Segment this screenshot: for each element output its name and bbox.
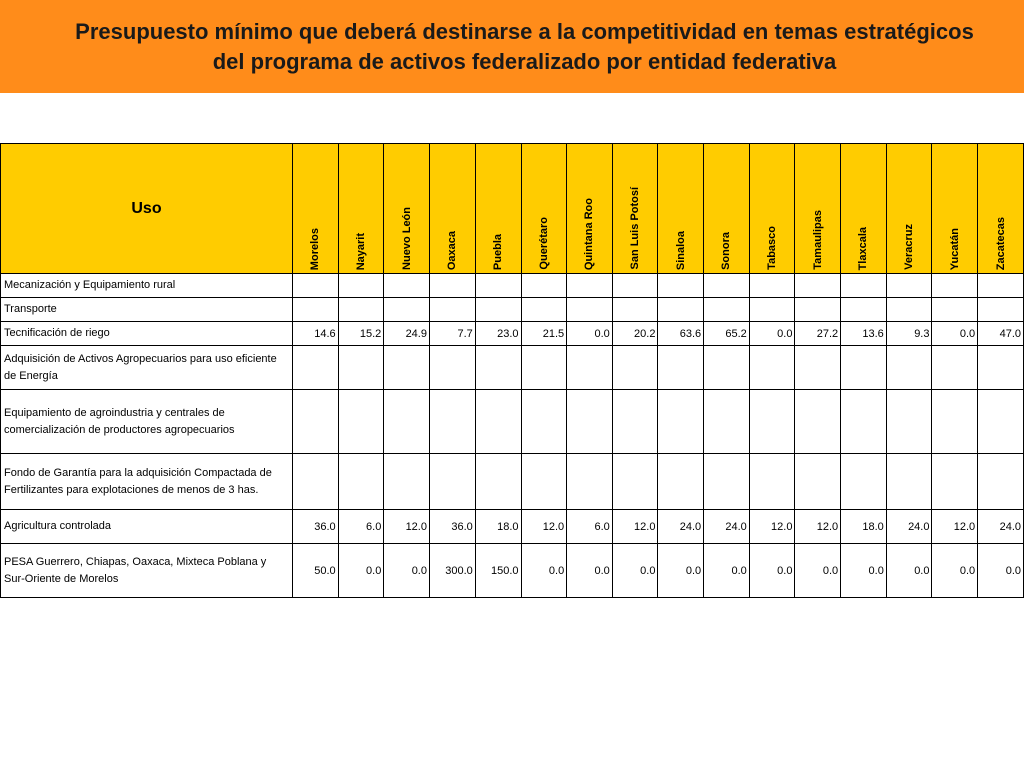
value-cell: 0.0 bbox=[567, 322, 613, 346]
value-cell: 300.0 bbox=[429, 544, 475, 598]
state-header bbox=[521, 144, 567, 274]
value-cell: 24.9 bbox=[384, 322, 430, 346]
value-cell: 0.0 bbox=[338, 544, 384, 598]
value-cell bbox=[795, 298, 841, 322]
value-cell bbox=[521, 274, 567, 298]
value-cell bbox=[612, 298, 658, 322]
value-cell bbox=[978, 274, 1024, 298]
value-cell: 0.0 bbox=[795, 544, 841, 598]
header-row bbox=[1, 144, 1024, 274]
value-cell bbox=[886, 274, 932, 298]
value-cell bbox=[338, 454, 384, 510]
row-label: Agricultura controlada bbox=[1, 510, 293, 544]
value-cell bbox=[658, 346, 704, 390]
value-cell bbox=[338, 274, 384, 298]
value-cell bbox=[475, 346, 521, 390]
state-header-label: Quintana Roo bbox=[583, 197, 596, 270]
value-cell: 7.7 bbox=[429, 322, 475, 346]
state-header bbox=[384, 144, 430, 274]
value-cell bbox=[886, 454, 932, 510]
value-cell: 36.0 bbox=[292, 510, 338, 544]
value-cell bbox=[978, 390, 1024, 454]
value-cell: 0.0 bbox=[704, 544, 750, 598]
value-cell: 0.0 bbox=[612, 544, 658, 598]
value-cell: 18.0 bbox=[475, 510, 521, 544]
state-header-label: Yucatán bbox=[948, 227, 961, 270]
value-cell bbox=[475, 454, 521, 510]
value-cell bbox=[795, 274, 841, 298]
state-header-label: Puebla bbox=[492, 233, 505, 270]
value-cell bbox=[704, 298, 750, 322]
table-row bbox=[1, 346, 1024, 390]
state-header bbox=[704, 144, 750, 274]
row-label: Adquisición de Activos Agropecuarios para uso eficiente de Energía bbox=[1, 346, 293, 390]
value-cell bbox=[521, 390, 567, 454]
value-cell bbox=[749, 298, 795, 322]
value-cell bbox=[704, 454, 750, 510]
table-row bbox=[1, 274, 1024, 298]
table-body bbox=[1, 274, 1024, 598]
value-cell bbox=[338, 298, 384, 322]
value-cell bbox=[841, 274, 887, 298]
title-banner bbox=[0, 0, 1024, 93]
value-cell: 24.0 bbox=[886, 510, 932, 544]
value-cell bbox=[612, 454, 658, 510]
value-cell: 150.0 bbox=[475, 544, 521, 598]
state-header-label: Nayarit bbox=[354, 232, 367, 270]
uso-header: Uso bbox=[1, 144, 293, 274]
value-cell bbox=[749, 274, 795, 298]
value-cell bbox=[841, 390, 887, 454]
value-cell bbox=[658, 390, 704, 454]
value-cell bbox=[978, 298, 1024, 322]
value-cell bbox=[612, 274, 658, 298]
row-label: Transporte bbox=[1, 298, 293, 322]
value-cell bbox=[658, 454, 704, 510]
value-cell: 24.0 bbox=[658, 510, 704, 544]
table-row bbox=[1, 322, 1024, 346]
table-row bbox=[1, 544, 1024, 598]
value-cell bbox=[841, 346, 887, 390]
value-cell: 0.0 bbox=[932, 322, 978, 346]
value-cell: 47.0 bbox=[978, 322, 1024, 346]
value-cell bbox=[567, 298, 613, 322]
value-cell: 20.2 bbox=[612, 322, 658, 346]
value-cell bbox=[567, 390, 613, 454]
value-cell bbox=[338, 346, 384, 390]
value-cell: 12.0 bbox=[932, 510, 978, 544]
table-row bbox=[1, 390, 1024, 454]
value-cell bbox=[429, 346, 475, 390]
state-header-label: Veracruz bbox=[903, 224, 916, 270]
value-cell bbox=[749, 390, 795, 454]
value-cell: 27.2 bbox=[795, 322, 841, 346]
value-cell: 65.2 bbox=[704, 322, 750, 346]
value-cell bbox=[749, 454, 795, 510]
value-cell: 0.0 bbox=[567, 544, 613, 598]
value-cell: 0.0 bbox=[749, 544, 795, 598]
value-cell bbox=[841, 298, 887, 322]
value-cell: 12.0 bbox=[521, 510, 567, 544]
state-header bbox=[612, 144, 658, 274]
value-cell bbox=[521, 454, 567, 510]
state-header bbox=[795, 144, 841, 274]
value-cell: 0.0 bbox=[521, 544, 567, 598]
value-cell: 15.2 bbox=[338, 322, 384, 346]
value-cell bbox=[704, 390, 750, 454]
value-cell: 12.0 bbox=[612, 510, 658, 544]
value-cell: 0.0 bbox=[841, 544, 887, 598]
value-cell: 0.0 bbox=[932, 544, 978, 598]
state-header bbox=[749, 144, 795, 274]
table-row bbox=[1, 510, 1024, 544]
value-cell bbox=[475, 390, 521, 454]
value-cell bbox=[429, 390, 475, 454]
row-label: Mecanización y Equipamiento rural bbox=[1, 274, 293, 298]
state-header-label: Tamaulipas bbox=[811, 210, 824, 270]
table-row bbox=[1, 298, 1024, 322]
value-cell: 24.0 bbox=[704, 510, 750, 544]
value-cell bbox=[932, 346, 978, 390]
value-cell: 0.0 bbox=[658, 544, 704, 598]
state-header bbox=[429, 144, 475, 274]
state-header-label: Nuevo León bbox=[400, 207, 413, 270]
value-cell bbox=[612, 390, 658, 454]
value-cell bbox=[612, 346, 658, 390]
value-cell: 13.6 bbox=[841, 322, 887, 346]
value-cell: 0.0 bbox=[978, 544, 1024, 598]
state-header-label: Tabasco bbox=[766, 226, 779, 270]
state-header bbox=[978, 144, 1024, 274]
row-label: PESA Guerrero, Chiapas, Oaxaca, Mixteca Poblana y Sur-Oriente de Morelos bbox=[1, 544, 293, 598]
value-cell: 14.6 bbox=[292, 322, 338, 346]
row-label: Fondo de Garantía para la adquisición Compactada de Fertilizantes para explotaciones de menos de 3 has. bbox=[1, 454, 293, 510]
value-cell bbox=[292, 454, 338, 510]
page-title: Presupuesto mínimo que deberá destinarse a la competitividad en temas estratégicos del programa de activos federalizado por entidad federativa bbox=[75, 19, 974, 74]
value-cell bbox=[338, 390, 384, 454]
value-cell: 6.0 bbox=[567, 510, 613, 544]
state-header-label: Tlaxcala bbox=[857, 226, 870, 270]
value-cell: 12.0 bbox=[384, 510, 430, 544]
value-cell bbox=[429, 454, 475, 510]
value-cell: 9.3 bbox=[886, 322, 932, 346]
value-cell bbox=[292, 346, 338, 390]
value-cell bbox=[429, 274, 475, 298]
state-header bbox=[338, 144, 384, 274]
state-header bbox=[658, 144, 704, 274]
value-cell: 12.0 bbox=[749, 510, 795, 544]
value-cell bbox=[704, 346, 750, 390]
value-cell: 6.0 bbox=[338, 510, 384, 544]
value-cell bbox=[567, 454, 613, 510]
value-cell: 24.0 bbox=[978, 510, 1024, 544]
value-cell bbox=[292, 390, 338, 454]
value-cell bbox=[384, 346, 430, 390]
value-cell: 0.0 bbox=[886, 544, 932, 598]
state-header-label: Morelos bbox=[309, 227, 322, 270]
table-row bbox=[1, 454, 1024, 510]
state-header-label: Sinaloa bbox=[674, 230, 687, 270]
value-cell bbox=[384, 390, 430, 454]
value-cell bbox=[932, 390, 978, 454]
value-cell: 63.6 bbox=[658, 322, 704, 346]
value-cell bbox=[886, 390, 932, 454]
value-cell bbox=[932, 454, 978, 510]
value-cell bbox=[384, 274, 430, 298]
value-cell bbox=[475, 274, 521, 298]
value-cell: 0.0 bbox=[749, 322, 795, 346]
state-header bbox=[932, 144, 978, 274]
value-cell bbox=[978, 454, 1024, 510]
value-cell bbox=[292, 298, 338, 322]
value-cell bbox=[795, 454, 841, 510]
value-cell bbox=[475, 298, 521, 322]
row-label: Equipamiento de agroindustria y centrales de comercialización de productores agropecuarios bbox=[1, 390, 293, 454]
value-cell: 50.0 bbox=[292, 544, 338, 598]
value-cell bbox=[795, 346, 841, 390]
value-cell bbox=[292, 274, 338, 298]
value-cell: 18.0 bbox=[841, 510, 887, 544]
value-cell bbox=[795, 390, 841, 454]
value-cell bbox=[521, 346, 567, 390]
value-cell bbox=[429, 298, 475, 322]
value-cell bbox=[932, 298, 978, 322]
value-cell: 23.0 bbox=[475, 322, 521, 346]
state-header bbox=[886, 144, 932, 274]
state-header-label: Zacatecas bbox=[994, 216, 1007, 270]
value-cell bbox=[978, 346, 1024, 390]
value-cell bbox=[658, 274, 704, 298]
value-cell: 21.5 bbox=[521, 322, 567, 346]
value-cell bbox=[521, 298, 567, 322]
value-cell bbox=[384, 454, 430, 510]
row-label: Tecnificación de riego bbox=[1, 322, 293, 346]
state-header bbox=[292, 144, 338, 274]
value-cell: 36.0 bbox=[429, 510, 475, 544]
state-header bbox=[475, 144, 521, 274]
value-cell: 12.0 bbox=[795, 510, 841, 544]
state-header-label: Sonora bbox=[720, 232, 733, 270]
state-header bbox=[567, 144, 613, 274]
value-cell bbox=[567, 274, 613, 298]
state-header bbox=[841, 144, 887, 274]
value-cell bbox=[886, 298, 932, 322]
value-cell bbox=[749, 346, 795, 390]
state-header-label: San Luis Potosí bbox=[629, 187, 642, 270]
value-cell bbox=[841, 454, 887, 510]
value-cell bbox=[384, 298, 430, 322]
budget-table bbox=[0, 143, 1024, 598]
value-cell bbox=[658, 298, 704, 322]
value-cell bbox=[932, 274, 978, 298]
state-header-label: Oaxaca bbox=[446, 230, 459, 270]
value-cell bbox=[886, 346, 932, 390]
value-cell bbox=[704, 274, 750, 298]
value-cell: 0.0 bbox=[384, 544, 430, 598]
state-header-label: Querétaro bbox=[537, 217, 550, 270]
value-cell bbox=[567, 346, 613, 390]
